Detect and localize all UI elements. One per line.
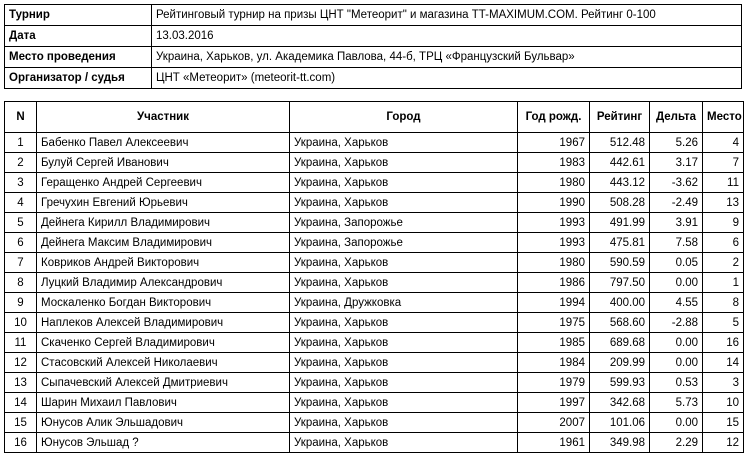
cell-participant: Юнусов Алик Эльшадович — [37, 413, 290, 433]
cell-birth-year: 2007 — [518, 413, 590, 433]
cell-rating: 400.00 — [590, 293, 650, 313]
cell-birth-year: 1997 — [518, 393, 590, 413]
table-row — [5, 173, 744, 193]
cell-delta: 2.29 — [650, 433, 703, 453]
cell-number: 1 — [5, 133, 37, 153]
cell-place: 14 — [703, 353, 744, 373]
cell-rating: 590.59 — [590, 253, 650, 273]
cell-city: Украина, Дружковка — [290, 293, 518, 313]
col-header-delta: Дельта — [650, 102, 703, 133]
cell-birth-year: 1979 — [518, 373, 590, 393]
tournament-info-body — [5, 5, 742, 89]
cell-place: 10 — [703, 393, 744, 413]
table-row — [5, 373, 744, 393]
cell-delta: 4.55 — [650, 293, 703, 313]
cell-birth-year: 1967 — [518, 133, 590, 153]
col-header-rating: Рейтинг — [590, 102, 650, 133]
cell-city: Украина, Харьков — [290, 253, 518, 273]
cell-birth-year: 1984 — [518, 353, 590, 373]
info-value: Рейтинговый турнир на призы ЦНТ "Метеорит" и магазина TT-MAXIMUM.COM. Рейтинг 0-100 — [152, 5, 742, 26]
col-header-city: Город — [290, 102, 518, 133]
cell-place: 11 — [703, 173, 744, 193]
cell-participant: Геращенко Андрей Сергеевич — [37, 173, 290, 193]
cell-number: 11 — [5, 333, 37, 353]
cell-delta: 0.00 — [650, 413, 703, 433]
cell-city: Украина, Запорожье — [290, 233, 518, 253]
cell-rating: 475.81 — [590, 233, 650, 253]
cell-participant: Луцкий Владимир Александрович — [37, 273, 290, 293]
cell-participant: Наплеков Алексей Владимирович — [37, 313, 290, 333]
table-row — [5, 353, 744, 373]
cell-rating: 101.06 — [590, 413, 650, 433]
cell-number: 5 — [5, 213, 37, 233]
tournament-info-table — [4, 4, 742, 89]
cell-birth-year: 1993 — [518, 233, 590, 253]
cell-rating: 508.28 — [590, 193, 650, 213]
table-row — [5, 233, 744, 253]
cell-participant: Ковриков Андрей Викторович — [37, 253, 290, 273]
cell-participant: Гречухин Евгений Юрьевич — [37, 193, 290, 213]
cell-city: Украина, Харьков — [290, 313, 518, 333]
cell-number: 9 — [5, 293, 37, 313]
cell-rating: 599.93 — [590, 373, 650, 393]
table-row — [5, 293, 744, 313]
cell-rating: 568.60 — [590, 313, 650, 333]
cell-delta: -2.49 — [650, 193, 703, 213]
info-label: Организатор / судья — [5, 68, 152, 89]
cell-place: 4 — [703, 133, 744, 153]
cell-city: Украина, Харьков — [290, 353, 518, 373]
cell-city: Украина, Харьков — [290, 433, 518, 453]
cell-participant: Шарин Михаил Павлович — [37, 393, 290, 413]
cell-birth-year: 1993 — [518, 213, 590, 233]
cell-number: 16 — [5, 433, 37, 453]
table-row — [5, 313, 744, 333]
cell-number: 14 — [5, 393, 37, 413]
results-table — [4, 101, 744, 453]
cell-place: 16 — [703, 333, 744, 353]
cell-number: 6 — [5, 233, 37, 253]
cell-number: 10 — [5, 313, 37, 333]
col-header-participant: Участник — [37, 102, 290, 133]
cell-number: 7 — [5, 253, 37, 273]
cell-delta: -3.62 — [650, 173, 703, 193]
table-row — [5, 133, 744, 153]
cell-number: 13 — [5, 373, 37, 393]
cell-place: 15 — [703, 413, 744, 433]
cell-place: 1 — [703, 273, 744, 293]
info-row — [5, 26, 742, 47]
cell-delta: 3.17 — [650, 153, 703, 173]
cell-place: 5 — [703, 313, 744, 333]
col-header-number: N — [5, 102, 37, 133]
cell-city: Украина, Харьков — [290, 153, 518, 173]
cell-birth-year: 1994 — [518, 293, 590, 313]
info-value: Украина, Харьков, ул. Академика Павлова, 44-б, ТРЦ «Французский Бульвар» — [152, 47, 742, 68]
cell-rating: 442.61 — [590, 153, 650, 173]
info-row — [5, 5, 742, 26]
cell-delta: 0.00 — [650, 353, 703, 373]
cell-city: Украина, Харьков — [290, 333, 518, 353]
cell-city: Украина, Харьков — [290, 393, 518, 413]
cell-birth-year: 1961 — [518, 433, 590, 453]
cell-birth-year: 1985 — [518, 333, 590, 353]
cell-delta: 7.58 — [650, 233, 703, 253]
info-label: Место проведения — [5, 47, 152, 68]
cell-birth-year: 1986 — [518, 273, 590, 293]
cell-delta: 0.05 — [650, 253, 703, 273]
cell-city: Украина, Харьков — [290, 273, 518, 293]
results-body — [5, 133, 744, 453]
table-row — [5, 193, 744, 213]
cell-rating: 512.48 — [590, 133, 650, 153]
cell-city: Украина, Харьков — [290, 413, 518, 433]
cell-place: 7 — [703, 153, 744, 173]
cell-participant: Скаченко Сергей Владимирович — [37, 333, 290, 353]
cell-number: 8 — [5, 273, 37, 293]
cell-place: 13 — [703, 193, 744, 213]
table-row — [5, 273, 744, 293]
cell-participant: Стасовский Алексей Николаевич — [37, 353, 290, 373]
results-header-row — [5, 102, 744, 133]
cell-city: Украина, Запорожье — [290, 213, 518, 233]
cell-participant: Булуй Сергей Иванович — [37, 153, 290, 173]
cell-number: 4 — [5, 193, 37, 213]
info-value: 13.03.2016 — [152, 26, 742, 47]
table-row — [5, 253, 744, 273]
cell-participant: Сыпачевский Алексей Дмитриевич — [37, 373, 290, 393]
cell-delta: 0.53 — [650, 373, 703, 393]
cell-place: 6 — [703, 233, 744, 253]
cell-birth-year: 1980 — [518, 253, 590, 273]
table-row — [5, 333, 744, 353]
cell-birth-year: 1975 — [518, 313, 590, 333]
info-row — [5, 47, 742, 68]
cell-number: 15 — [5, 413, 37, 433]
cell-number: 2 — [5, 153, 37, 173]
cell-rating: 209.99 — [590, 353, 650, 373]
cell-place: 3 — [703, 373, 744, 393]
cell-rating: 342.68 — [590, 393, 650, 413]
cell-number: 3 — [5, 173, 37, 193]
cell-number: 12 — [5, 353, 37, 373]
cell-rating: 349.98 — [590, 433, 650, 453]
col-header-place: Место — [703, 102, 744, 133]
cell-delta: -2.88 — [650, 313, 703, 333]
cell-delta: 3.91 — [650, 213, 703, 233]
cell-rating: 443.12 — [590, 173, 650, 193]
cell-birth-year: 1980 — [518, 173, 590, 193]
table-row — [5, 413, 744, 433]
info-label: Дата — [5, 26, 152, 47]
cell-birth-year: 1983 — [518, 153, 590, 173]
cell-city: Украина, Харьков — [290, 133, 518, 153]
table-row — [5, 393, 744, 413]
cell-rating: 689.68 — [590, 333, 650, 353]
table-row — [5, 213, 744, 233]
cell-place: 12 — [703, 433, 744, 453]
cell-rating: 797.50 — [590, 273, 650, 293]
cell-delta: 5.73 — [650, 393, 703, 413]
cell-participant: Дейнега Кирилл Владимирович — [37, 213, 290, 233]
cell-city: Украина, Харьков — [290, 193, 518, 213]
cell-birth-year: 1990 — [518, 193, 590, 213]
cell-place: 8 — [703, 293, 744, 313]
cell-place: 9 — [703, 213, 744, 233]
cell-participant: Москаленко Богдан Викторович — [37, 293, 290, 313]
info-label: Турнир — [5, 5, 152, 26]
info-value: ЦНТ «Метеорит» (meteorit-tt.com) — [152, 68, 742, 89]
info-row — [5, 68, 742, 89]
cell-participant: Дейнега Максим Владимирович — [37, 233, 290, 253]
table-row — [5, 153, 744, 173]
cell-participant: Юнусов Эльшад ? — [37, 433, 290, 453]
cell-delta: 5.26 — [650, 133, 703, 153]
cell-participant: Бабенко Павел Алексеевич — [37, 133, 290, 153]
cell-city: Украина, Харьков — [290, 173, 518, 193]
cell-delta: 0.00 — [650, 273, 703, 293]
cell-delta: 0.00 — [650, 333, 703, 353]
col-header-birth-year: Год рожд. — [518, 102, 590, 133]
cell-city: Украина, Харьков — [290, 373, 518, 393]
cell-place: 2 — [703, 253, 744, 273]
cell-rating: 491.99 — [590, 213, 650, 233]
